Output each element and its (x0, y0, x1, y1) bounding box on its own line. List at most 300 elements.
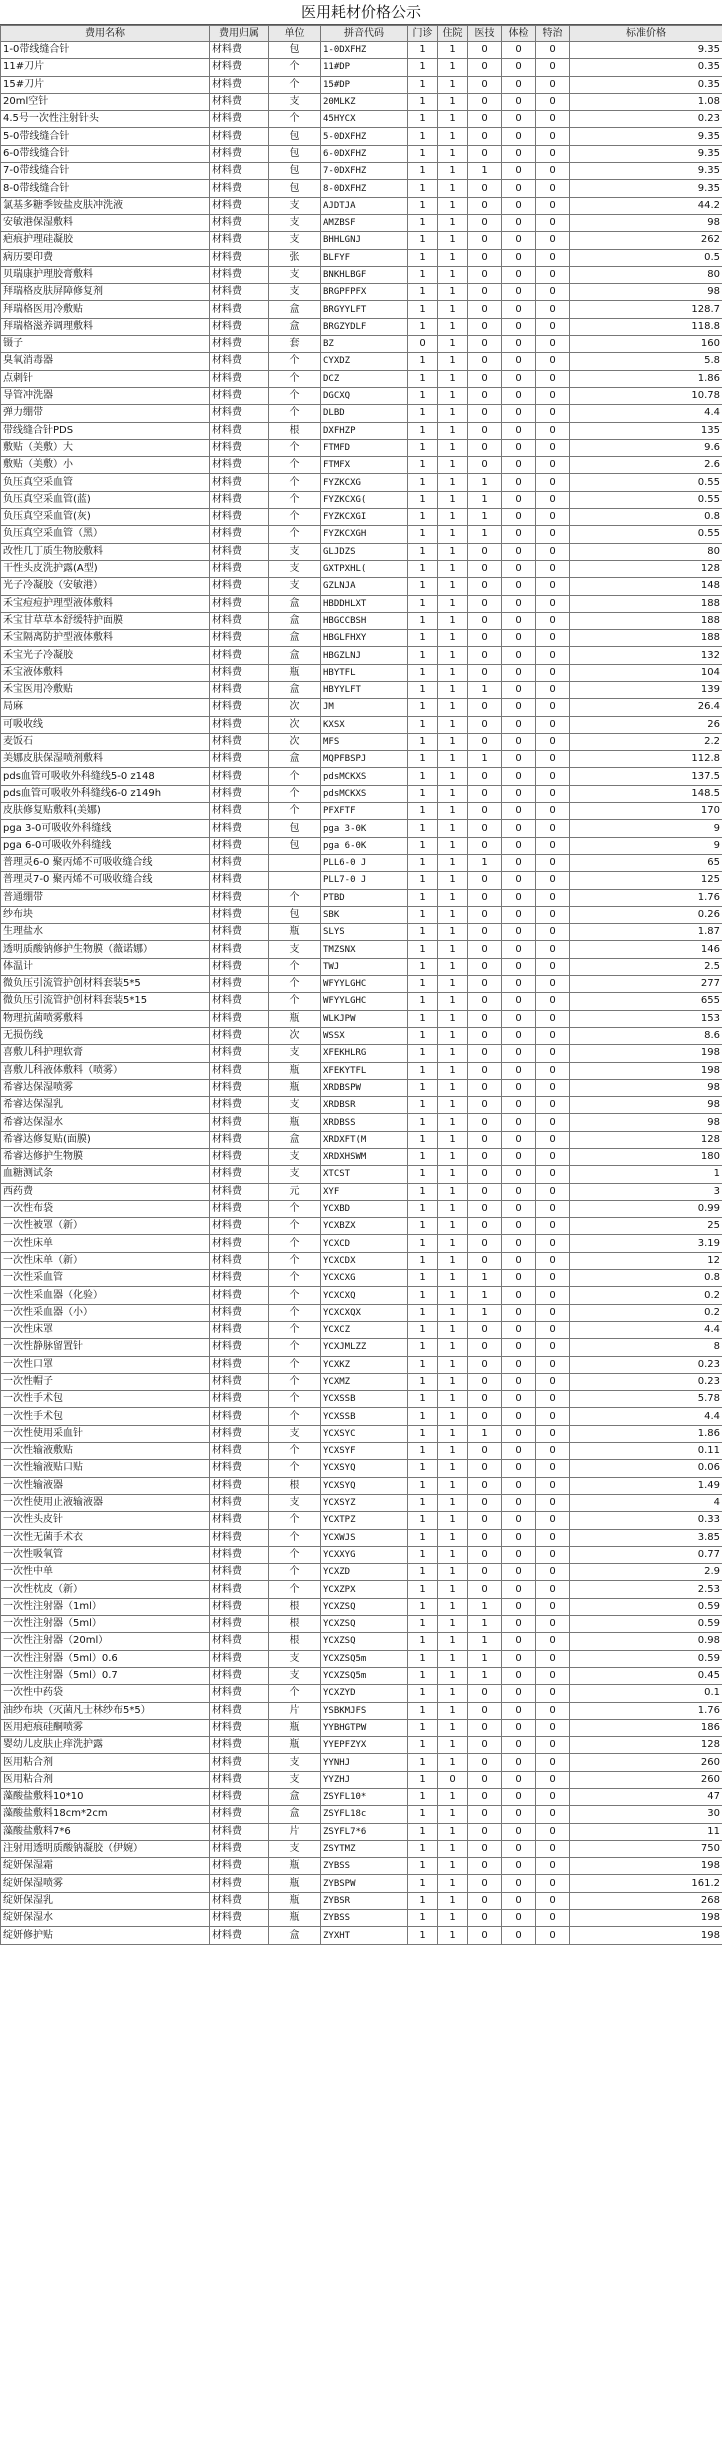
pinyin-cell: FYZKCXG (321, 474, 408, 491)
unit-cell: 套 (269, 336, 321, 353)
unit-cell: 次 (269, 716, 321, 733)
special-cell: 0 (536, 1858, 570, 1875)
checkup-cell: 0 (502, 1477, 536, 1494)
category-cell: 材料费 (210, 163, 269, 180)
outpatient-cell: 1 (408, 128, 438, 145)
outpatient-cell: 1 (408, 751, 438, 768)
pinyin-cell: ZSYTMZ (321, 1840, 408, 1857)
column-header-unit: 单位 (269, 26, 321, 42)
special-cell: 0 (536, 1840, 570, 1857)
special-cell: 0 (536, 266, 570, 283)
price-cell: 137.5 (570, 768, 722, 785)
pinyin-cell: DLBD (321, 405, 408, 422)
inpatient-cell: 1 (438, 647, 468, 664)
unit-cell: 个 (269, 1685, 321, 1702)
inpatient-cell: 1 (438, 1633, 468, 1650)
special-cell: 0 (536, 370, 570, 387)
unit-cell: 盒 (269, 318, 321, 335)
special-cell: 0 (536, 837, 570, 854)
checkup-cell: 0 (502, 93, 536, 110)
inpatient-cell: 1 (438, 1356, 468, 1373)
checkup-cell: 0 (502, 1910, 536, 1927)
name-cell: 禾宝痘痘护理型液体敷料 (1, 595, 210, 612)
price-cell: 4.4 (570, 405, 722, 422)
medtech-cell: 0 (468, 768, 502, 785)
name-cell: 普理灵7-0 聚丙烯不可吸收缝合线 (1, 872, 210, 889)
column-header-category: 费用归属 (210, 26, 269, 42)
name-cell: 一次性使用止液输液器 (1, 1494, 210, 1511)
checkup-cell: 0 (502, 1719, 536, 1736)
name-cell: 一次性注射器（20ml） (1, 1633, 210, 1650)
table-row (1, 1616, 722, 1633)
checkup-cell: 0 (502, 906, 536, 923)
unit-cell: 瓶 (269, 924, 321, 941)
table-row (1, 370, 722, 387)
name-cell: 一次性注射器（5ml）0.7 (1, 1667, 210, 1684)
table-row (1, 128, 722, 145)
name-cell: 改性几丁质生物胶敷料 (1, 543, 210, 560)
outpatient-cell: 1 (408, 733, 438, 750)
inpatient-cell: 1 (438, 145, 468, 162)
special-cell: 0 (536, 1546, 570, 1563)
price-cell: 262 (570, 232, 722, 249)
name-cell: 臭氧消毒器 (1, 353, 210, 370)
medtech-cell: 0 (468, 457, 502, 474)
table-row (1, 630, 722, 647)
unit-cell: 个 (269, 785, 321, 802)
outpatient-cell: 1 (408, 1425, 438, 1442)
inpatient-cell: 1 (438, 1616, 468, 1633)
outpatient-cell: 1 (408, 1633, 438, 1650)
unit-cell: 元 (269, 1183, 321, 1200)
table-row (1, 1737, 722, 1754)
unit-cell: 盒 (269, 751, 321, 768)
special-cell: 0 (536, 941, 570, 958)
medtech-cell: 0 (468, 1529, 502, 1546)
outpatient-cell: 1 (408, 1754, 438, 1771)
outpatient-cell: 1 (408, 560, 438, 577)
checkup-cell: 0 (502, 197, 536, 214)
special-cell: 0 (536, 457, 570, 474)
outpatient-cell: 1 (408, 595, 438, 612)
medtech-cell: 0 (468, 837, 502, 854)
checkup-cell: 0 (502, 474, 536, 491)
price-cell: 0.33 (570, 1512, 722, 1529)
medtech-cell: 1 (468, 163, 502, 180)
category-cell: 材料费 (210, 1027, 269, 1044)
outpatient-cell: 1 (408, 958, 438, 975)
checkup-cell: 0 (502, 1183, 536, 1200)
pinyin-cell: YCXCDX (321, 1252, 408, 1269)
medtech-cell: 1 (468, 1598, 502, 1615)
column-header-special: 特治 (536, 26, 570, 42)
special-cell: 0 (536, 59, 570, 76)
name-cell: 敷贴（美敷）大 (1, 439, 210, 456)
category-cell: 材料费 (210, 1408, 269, 1425)
outpatient-cell: 1 (408, 1460, 438, 1477)
inpatient-cell: 1 (438, 1529, 468, 1546)
category-cell: 材料费 (210, 1616, 269, 1633)
checkup-cell: 0 (502, 976, 536, 993)
inpatient-cell: 1 (438, 336, 468, 353)
unit-cell: 个 (269, 370, 321, 387)
special-cell: 0 (536, 1494, 570, 1511)
category-cell: 材料费 (210, 1806, 269, 1823)
name-cell: 7-0带线缝合针 (1, 163, 210, 180)
price-cell: 0.2 (570, 1287, 722, 1304)
outpatient-cell: 1 (408, 1373, 438, 1390)
table-row (1, 924, 722, 941)
medtech-cell: 0 (468, 1512, 502, 1529)
unit-cell: 次 (269, 733, 321, 750)
special-cell: 0 (536, 1754, 570, 1771)
checkup-cell: 0 (502, 1685, 536, 1702)
checkup-cell: 0 (502, 1027, 536, 1044)
medtech-cell: 0 (468, 1045, 502, 1062)
category-cell: 材料费 (210, 1183, 269, 1200)
medtech-cell: 0 (468, 1823, 502, 1840)
outpatient-cell: 1 (408, 405, 438, 422)
price-cell: 25 (570, 1218, 722, 1235)
medtech-cell: 0 (468, 1010, 502, 1027)
price-cell: 9.35 (570, 145, 722, 162)
table-row (1, 1685, 722, 1702)
checkup-cell: 0 (502, 716, 536, 733)
category-cell: 材料费 (210, 1737, 269, 1754)
table-row (1, 1321, 722, 1338)
inpatient-cell: 1 (438, 1235, 468, 1252)
inpatient-cell: 1 (438, 578, 468, 595)
inpatient-cell: 1 (438, 1788, 468, 1805)
table-row (1, 837, 722, 854)
unit-cell: 瓶 (269, 1910, 321, 1927)
medtech-cell: 0 (468, 370, 502, 387)
pinyin-cell: ZYBSS (321, 1910, 408, 1927)
special-cell: 0 (536, 1616, 570, 1633)
table-row (1, 664, 722, 681)
checkup-cell: 0 (502, 214, 536, 231)
price-cell: 153 (570, 1010, 722, 1027)
price-cell: 148 (570, 578, 722, 595)
medtech-cell: 0 (468, 630, 502, 647)
unit-cell: 个 (269, 405, 321, 422)
category-cell: 材料费 (210, 681, 269, 698)
unit-cell: 个 (269, 387, 321, 404)
unit-cell: 支 (269, 214, 321, 231)
name-cell: 弹力绷带 (1, 405, 210, 422)
medtech-cell: 1 (468, 1650, 502, 1667)
unit-cell: 次 (269, 1027, 321, 1044)
special-cell: 0 (536, 1166, 570, 1183)
unit-cell: 瓶 (269, 1892, 321, 1909)
unit-cell: 张 (269, 249, 321, 266)
special-cell: 0 (536, 699, 570, 716)
price-cell: 3.85 (570, 1529, 722, 1546)
pinyin-cell: ZSYFL10* (321, 1788, 408, 1805)
pinyin-cell: PFXFTF (321, 803, 408, 820)
outpatient-cell: 1 (408, 163, 438, 180)
pinyin-cell: AMZBSF (321, 214, 408, 231)
table-row (1, 1183, 722, 1200)
pinyin-cell: HBGZLNJ (321, 647, 408, 664)
special-cell: 0 (536, 1443, 570, 1460)
name-cell: 氯基多糖季铵盐皮肤冲洗液 (1, 197, 210, 214)
name-cell: 绽妍保湿喷雾 (1, 1875, 210, 1892)
pinyin-cell: 11#DP (321, 59, 408, 76)
unit-cell: 瓶 (269, 1010, 321, 1027)
table-row (1, 1425, 722, 1442)
outpatient-cell: 1 (408, 785, 438, 802)
table-row (1, 681, 722, 698)
medtech-cell: 0 (468, 318, 502, 335)
special-cell: 0 (536, 1408, 570, 1425)
checkup-cell: 0 (502, 854, 536, 871)
checkup-cell: 0 (502, 457, 536, 474)
unit-cell: 包 (269, 180, 321, 197)
name-cell: 禾宝医用冷敷贴 (1, 681, 210, 698)
table-row (1, 1477, 722, 1494)
name-cell: 一次性中药袋 (1, 1685, 210, 1702)
medtech-cell: 0 (468, 941, 502, 958)
table-row (1, 1200, 722, 1217)
table-row (1, 560, 722, 577)
unit-cell: 个 (269, 526, 321, 543)
unit-cell: 个 (269, 1408, 321, 1425)
table-row (1, 1771, 722, 1788)
unit-cell: 瓶 (269, 1079, 321, 1096)
inpatient-cell: 1 (438, 993, 468, 1010)
medtech-cell: 0 (468, 924, 502, 941)
unit-cell: 个 (269, 111, 321, 128)
price-cell: 2.6 (570, 457, 722, 474)
special-cell: 0 (536, 612, 570, 629)
table-row (1, 301, 722, 318)
checkup-cell: 0 (502, 1806, 536, 1823)
outpatient-cell: 1 (408, 1927, 438, 1944)
special-cell: 0 (536, 526, 570, 543)
table-row (1, 993, 722, 1010)
price-cell: 128.7 (570, 301, 722, 318)
medtech-cell: 0 (468, 266, 502, 283)
name-cell: 一次性手术包 (1, 1391, 210, 1408)
price-cell: 1 (570, 1166, 722, 1183)
medtech-cell: 0 (468, 405, 502, 422)
table-row (1, 1910, 722, 1927)
special-cell: 0 (536, 595, 570, 612)
checkup-cell: 0 (502, 1667, 536, 1684)
outpatient-cell: 1 (408, 526, 438, 543)
special-cell: 0 (536, 301, 570, 318)
outpatient-cell: 1 (408, 543, 438, 560)
checkup-cell: 0 (502, 1616, 536, 1633)
name-cell: 一次性床单 (1, 1235, 210, 1252)
price-cell: 260 (570, 1771, 722, 1788)
price-cell: 198 (570, 1910, 722, 1927)
inpatient-cell: 1 (438, 820, 468, 837)
category-cell: 材料费 (210, 1131, 269, 1148)
pinyin-cell: YCXSYQ (321, 1477, 408, 1494)
special-cell: 0 (536, 1027, 570, 1044)
checkup-cell: 0 (502, 1650, 536, 1667)
pinyin-cell: YCXJMLZZ (321, 1339, 408, 1356)
category-cell: 材料费 (210, 249, 269, 266)
special-cell: 0 (536, 664, 570, 681)
inpatient-cell: 1 (438, 1270, 468, 1287)
inpatient-cell: 1 (438, 630, 468, 647)
table-row (1, 872, 722, 889)
checkup-cell: 0 (502, 284, 536, 301)
table-row (1, 318, 722, 335)
price-cell: 0.45 (570, 1667, 722, 1684)
pinyin-cell: YCXSYF (321, 1443, 408, 1460)
pinyin-cell: YYEPFZYX (321, 1737, 408, 1754)
price-cell: 104 (570, 664, 722, 681)
inpatient-cell: 1 (438, 93, 468, 110)
special-cell: 0 (536, 336, 570, 353)
unit-cell: 瓶 (269, 1858, 321, 1875)
column-header-name: 费用名称 (1, 26, 210, 42)
name-cell: 绽妍保湿霜 (1, 1858, 210, 1875)
price-cell: 98 (570, 1079, 722, 1096)
pinyin-cell: MFS (321, 733, 408, 750)
category-cell: 材料费 (210, 1443, 269, 1460)
table-row (1, 1097, 722, 1114)
inpatient-cell: 1 (438, 664, 468, 681)
name-cell: 麦饭石 (1, 733, 210, 750)
medtech-cell: 0 (468, 1321, 502, 1338)
checkup-cell: 0 (502, 612, 536, 629)
pinyin-cell: DCZ (321, 370, 408, 387)
table-row (1, 197, 722, 214)
name-cell: 安敏港保湿敷料 (1, 214, 210, 231)
inpatient-cell: 1 (438, 1062, 468, 1079)
special-cell: 0 (536, 422, 570, 439)
price-cell: 0.11 (570, 1443, 722, 1460)
table-row (1, 1494, 722, 1511)
unit-cell: 个 (269, 1252, 321, 1269)
outpatient-cell: 1 (408, 681, 438, 698)
category-cell: 材料费 (210, 197, 269, 214)
price-cell: 148.5 (570, 785, 722, 802)
special-cell: 0 (536, 232, 570, 249)
name-cell: 11#刀片 (1, 59, 210, 76)
unit-cell: 个 (269, 1512, 321, 1529)
category-cell: 材料费 (210, 872, 269, 889)
pinyin-cell: GZLNJA (321, 578, 408, 595)
checkup-cell: 0 (502, 993, 536, 1010)
outpatient-cell: 1 (408, 232, 438, 249)
name-cell: 负压真空采血管(灰) (1, 509, 210, 526)
inpatient-cell: 1 (438, 1460, 468, 1477)
inpatient-cell: 1 (438, 128, 468, 145)
medtech-cell: 0 (468, 59, 502, 76)
checkup-cell: 0 (502, 1218, 536, 1235)
table-row (1, 1754, 722, 1771)
medtech-cell: 0 (468, 1149, 502, 1166)
outpatient-cell: 1 (408, 820, 438, 837)
table-row (1, 854, 722, 871)
inpatient-cell: 1 (438, 59, 468, 76)
category-cell: 材料费 (210, 785, 269, 802)
price-cell: 0.8 (570, 509, 722, 526)
outpatient-cell: 1 (408, 491, 438, 508)
special-cell: 0 (536, 976, 570, 993)
table-row (1, 1823, 722, 1840)
category-cell: 材料费 (210, 647, 269, 664)
checkup-cell: 0 (502, 1892, 536, 1909)
unit-cell: 包 (269, 163, 321, 180)
outpatient-cell: 1 (408, 370, 438, 387)
outpatient-cell: 1 (408, 976, 438, 993)
medtech-cell: 0 (468, 197, 502, 214)
medtech-cell: 0 (468, 1858, 502, 1875)
special-cell: 0 (536, 163, 570, 180)
table-row (1, 1633, 722, 1650)
outpatient-cell: 1 (408, 1356, 438, 1373)
checkup-cell: 0 (502, 370, 536, 387)
checkup-cell: 0 (502, 630, 536, 647)
outpatient-cell: 1 (408, 387, 438, 404)
pinyin-cell: ZSYFL7*6 (321, 1823, 408, 1840)
table-row (1, 1598, 722, 1615)
name-cell: 20ml空针 (1, 93, 210, 110)
price-cell: 268 (570, 1892, 722, 1909)
inpatient-cell: 1 (438, 1183, 468, 1200)
unit-cell: 个 (269, 958, 321, 975)
outpatient-cell: 1 (408, 59, 438, 76)
outpatient-cell: 1 (408, 180, 438, 197)
outpatient-cell: 1 (408, 214, 438, 231)
unit-cell: 支 (269, 197, 321, 214)
unit-cell: 个 (269, 474, 321, 491)
unit-cell (269, 872, 321, 889)
checkup-cell: 0 (502, 59, 536, 76)
special-cell: 0 (536, 284, 570, 301)
category-cell: 材料费 (210, 578, 269, 595)
table-row (1, 1927, 722, 1944)
unit-cell: 个 (269, 1235, 321, 1252)
name-cell: 可吸收线 (1, 716, 210, 733)
price-cell: 188 (570, 595, 722, 612)
name-cell: 6-0带线缝合针 (1, 145, 210, 162)
unit-cell: 根 (269, 1616, 321, 1633)
category-cell: 材料费 (210, 716, 269, 733)
category-cell: 材料费 (210, 854, 269, 871)
inpatient-cell: 1 (438, 1702, 468, 1719)
pinyin-cell: WLKJPW (321, 1010, 408, 1027)
medtech-cell: 0 (468, 1062, 502, 1079)
medtech-cell: 0 (468, 595, 502, 612)
medtech-cell: 0 (468, 111, 502, 128)
category-cell: 材料费 (210, 768, 269, 785)
outpatient-cell: 1 (408, 1062, 438, 1079)
table-row (1, 163, 722, 180)
medtech-cell: 0 (468, 1183, 502, 1200)
medtech-cell: 0 (468, 1910, 502, 1927)
name-cell: 透明质酸钠修护生物膜（薇诺娜） (1, 941, 210, 958)
special-cell: 0 (536, 543, 570, 560)
category-cell: 材料费 (210, 1564, 269, 1581)
inpatient-cell: 1 (438, 266, 468, 283)
category-cell: 材料费 (210, 1097, 269, 1114)
checkup-cell: 0 (502, 1875, 536, 1892)
unit-cell: 次 (269, 699, 321, 716)
special-cell: 0 (536, 42, 570, 59)
category-cell: 材料费 (210, 751, 269, 768)
checkup-cell: 0 (502, 1339, 536, 1356)
checkup-cell: 0 (502, 958, 536, 975)
name-cell: 负压真空采血管（黑） (1, 526, 210, 543)
